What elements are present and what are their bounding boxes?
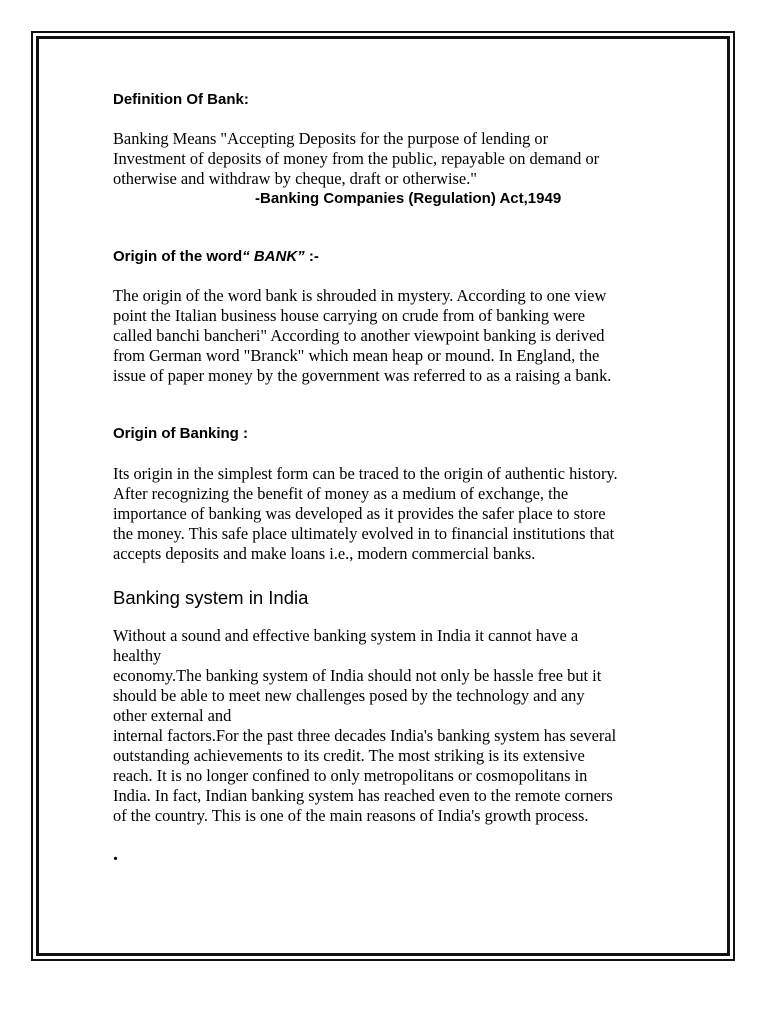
definition-heading: Definition Of Bank: [113,91,249,108]
banking-india-heading: Banking system in India [113,587,309,608]
origin-word-heading-suffix: :- [304,248,319,265]
banking-india-body: Without a sound and effective banking system in India it cannot have a healthy economy.The banking system of India should not only be hassle free but it should be able to meet new challenges posed by the technology and any other external and internal factors.For the past three decades India's banking system has several outstanding achievements to its credit. The most striking is its extensive reach. It is no longer confined to only metropolitans or cosmopolitans in India. In fact, Indian banking system has reached even to the remote corners of the country. This is one of the main reasons of India's growth process. [113,626,617,825]
origin-word-body: The origin of the word bank is shrouded in mystery. According to one view point the Italian business house carrying on crude from of banking were called banchi bancheri" According to another viewpoint banking is derived from German word "Branck" which mean heap or mound. In England, the issue of paper money by the government was referred to as a raising a bank. [113,286,612,385]
definition-citation: -Banking Companies (Regulation) Act,1949 [255,190,562,207]
origin-word-heading-term: “ BANK” [242,248,305,265]
origin-word-heading-prefix: Origin of the word [113,248,243,265]
origin-word-heading [113,247,658,267]
definition-body: Banking Means "Accepting Deposits for the purpose of lending or Investment of deposits of money from the public, repayable on demand or otherwise and withdraw by cheque, draft or otherwise." [113,129,600,188]
document-body [113,90,658,864]
trailing-mark: . [113,843,118,865]
origin-banking-heading: Origin of Banking : [113,425,248,442]
origin-banking-body: Its origin in the simplest form can be traced to the origin of authentic history. After recognizing the benefit of money as a medium of exchange, the importance of banking was developed as it provides the safer place to store the money. This safe place ultimately evolved in to financial institutions that accepts deposits and make loans i.e., modern commercial banks. [113,464,618,563]
